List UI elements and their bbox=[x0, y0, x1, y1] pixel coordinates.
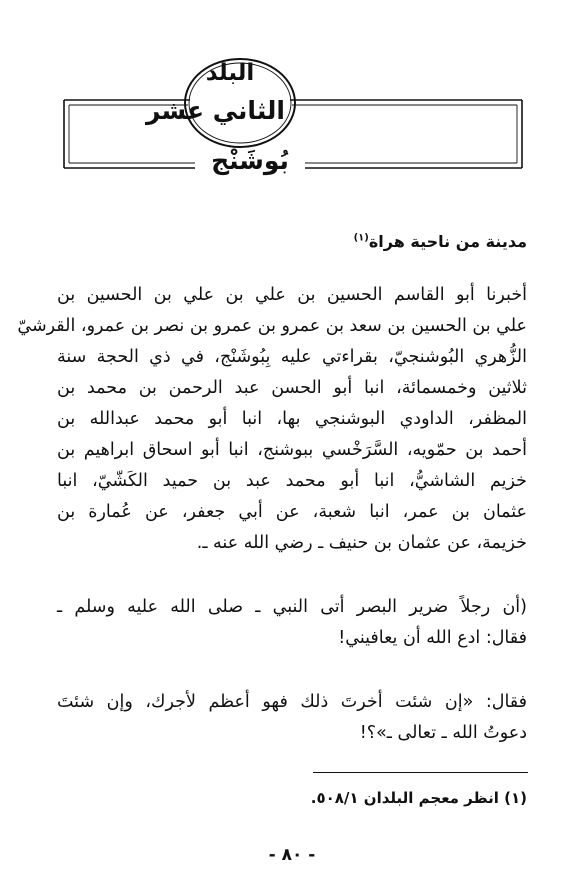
body-line: دعوتُ الله ـ تعالى ـ»؟! bbox=[359, 723, 527, 743]
body-line: ثلاثين وخمسمائة، انبا أبو الحسن عبد الرحمن بن محمد بن bbox=[57, 378, 527, 398]
chapter-number: الثاني عشر bbox=[145, 96, 285, 125]
body-line: خزيم الشاشيُّ، انبا أبو محمد عبد بن حميد الكَشّيّ، انبا bbox=[57, 471, 527, 491]
body-line: أحمد بن حمّويه، السَّرَخْسي ببوشنج، انبا أبو اسحاق ابراهيم بن bbox=[57, 440, 527, 460]
body-line: المظفر، الداودي البوشنجي بها، انبا أبو محمد عبدالله بن bbox=[57, 409, 527, 429]
body-line: الزُّهري البُوشنجيّ، بقراءتي عليه بِبُوشَنْج، في ذي الحجة سنة bbox=[57, 347, 527, 367]
body-line: فقال: «إن شئت أخرتَ ذلك فهو أعظم لأجرك، وإن شئتَ bbox=[57, 692, 527, 712]
body-line: علي بن الحسين بن سعد بن عمرو بن عمرو بن نصر بن عمرو، القرشيّ bbox=[17, 316, 527, 336]
chapter-label: البلد bbox=[205, 60, 255, 86]
city-name-title: بُوشَنْج bbox=[211, 146, 289, 175]
body-line: خزيمة، عن عثمان بن حنيف ـ رضي الله عنه ـ. bbox=[196, 533, 527, 553]
footnote-marker: (١) bbox=[353, 232, 369, 244]
body-line: عثمان بن عمر، انبا شعبة، عن أبي جعفر، عن عُمارة بن bbox=[57, 502, 527, 522]
body-line: (أن رجلاً ضرير البصر أتى النبي ـ صلى الله عليه وسلم ـ bbox=[57, 597, 527, 617]
page-number: - ٨٠ - bbox=[268, 845, 316, 865]
city-description: مدينة من ناحية هراة$^{(١)}$ bbox=[353, 232, 527, 251]
footnote-text: (١) انظر معجم البلدان ٥٠٨/١. bbox=[310, 789, 527, 807]
footnote-separator bbox=[313, 772, 528, 773]
body-line: أخبرنا أبو القاسم الحسين بن علي بن علي بن الحسين بن bbox=[57, 285, 527, 305]
body-line: فقال: ادع الله أن يعافيني! bbox=[338, 628, 527, 648]
